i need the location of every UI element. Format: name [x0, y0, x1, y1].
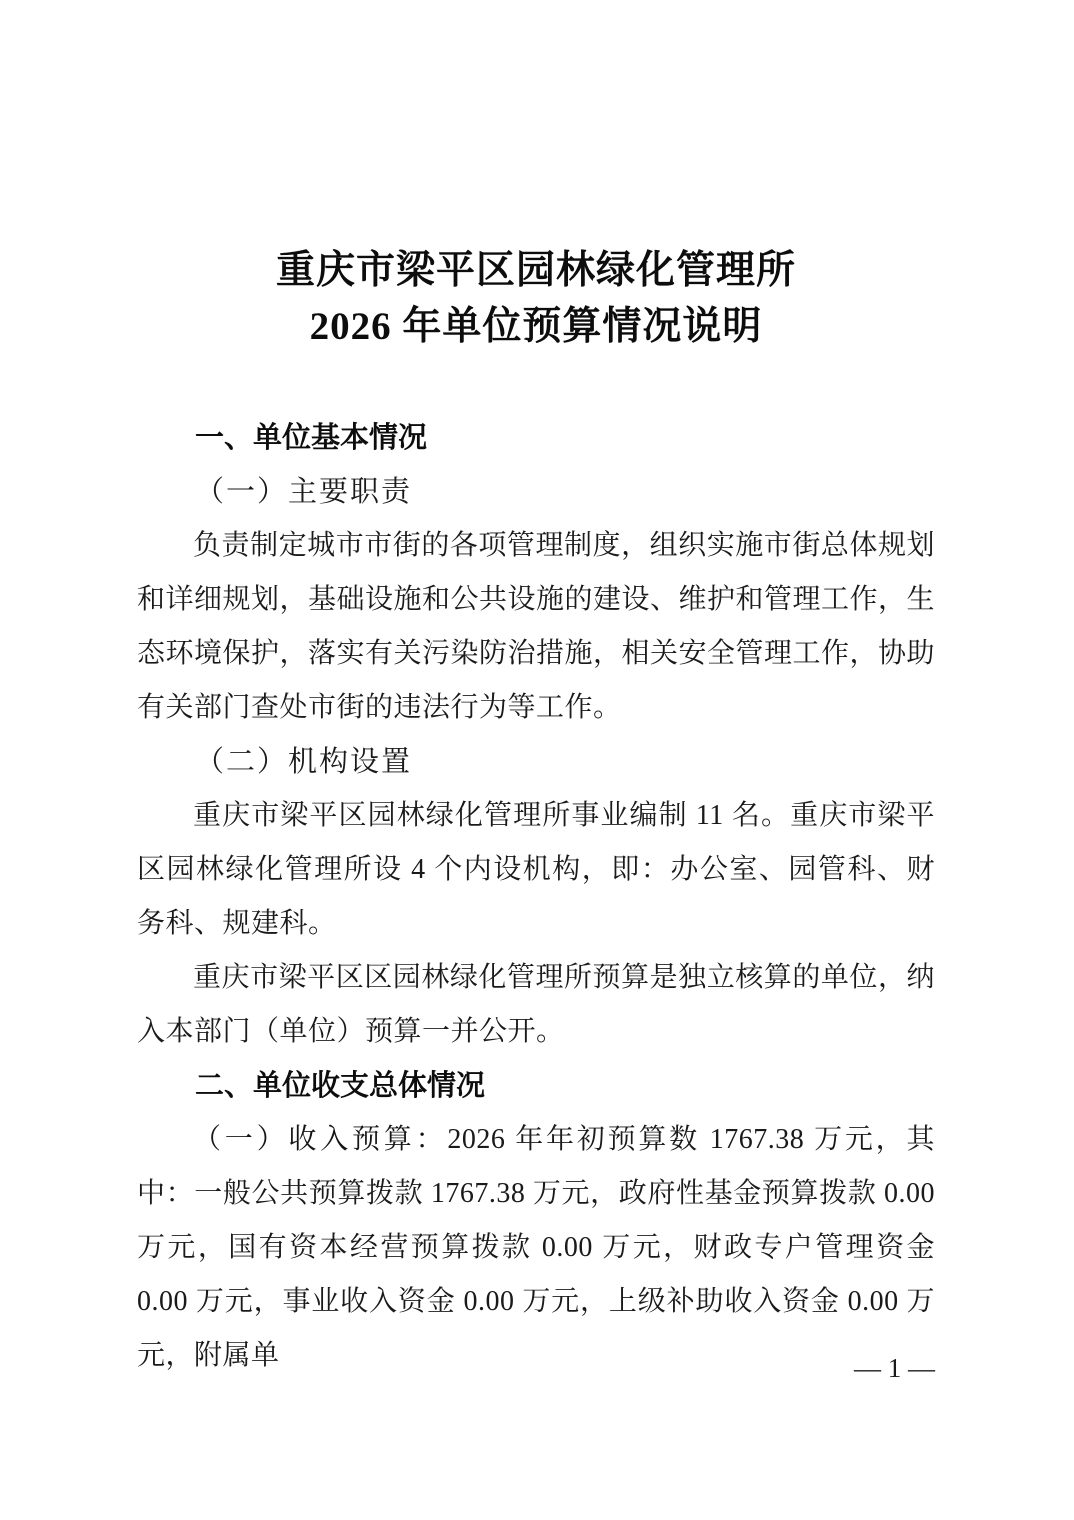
paragraph-org-budget-disclosure: 重庆市梁平区区园林绿化管理所预算是独立核算的单位，纳入本部门（单位）预算一并公开。 — [137, 962, 935, 1047]
paragraph-main-duties: 负责制定城市市街的各项管理制度，组织实施市街总体规划和详细规划，基础设施和公共设施的建设、维护和管理工作，生态环境保护，落实有关污染防治措施，相关安全管理工作，协助有关部门查处市街的违法行为等工作。 — [137, 530, 936, 723]
paragraph-org-staffing: 重庆市梁平区园林绿化管理所事业编制 11 名。重庆市梁平区园林绿化管理所设 4 个内设机构，即：办公室、园管科、财务科、规建科。 — [137, 800, 935, 939]
document-body — [137, 411, 935, 1383]
document-title-line-2: 2026 年单位预算情况说明 — [309, 305, 763, 348]
document-title-line-1: 重庆市梁平区园林绿化管理所 — [275, 249, 796, 292]
section-heading-unit-basic-info: 一、单位基本情况 — [195, 422, 428, 454]
income-budget-lead: （一）收入预算： — [193, 1124, 448, 1155]
section-heading-budget-overview: 二、单位收支总体情况 — [195, 1070, 486, 1102]
income-budget-text: 2026 年年初预算数 1767.38 万元，其中：一般公共预算拨款 1767.38 万元，政府性基金预算拨款 0.00 万元，国有资本经营预算拨款 0.00 万元，财政专户管理资金 0.00 万元，事业收入资金 0.00 万元，上级补助收入资金 0.00 万元，附属单 — [137, 1124, 935, 1371]
paragraph-income-budget — [137, 1113, 935, 1383]
subsection-heading-main-duties: （一）主要职责 — [195, 476, 413, 508]
subsection-heading-org-setup: （二）机构设置 — [195, 746, 413, 778]
page-number: — 1 — — [854, 1353, 935, 1383]
document-title — [137, 243, 935, 355]
